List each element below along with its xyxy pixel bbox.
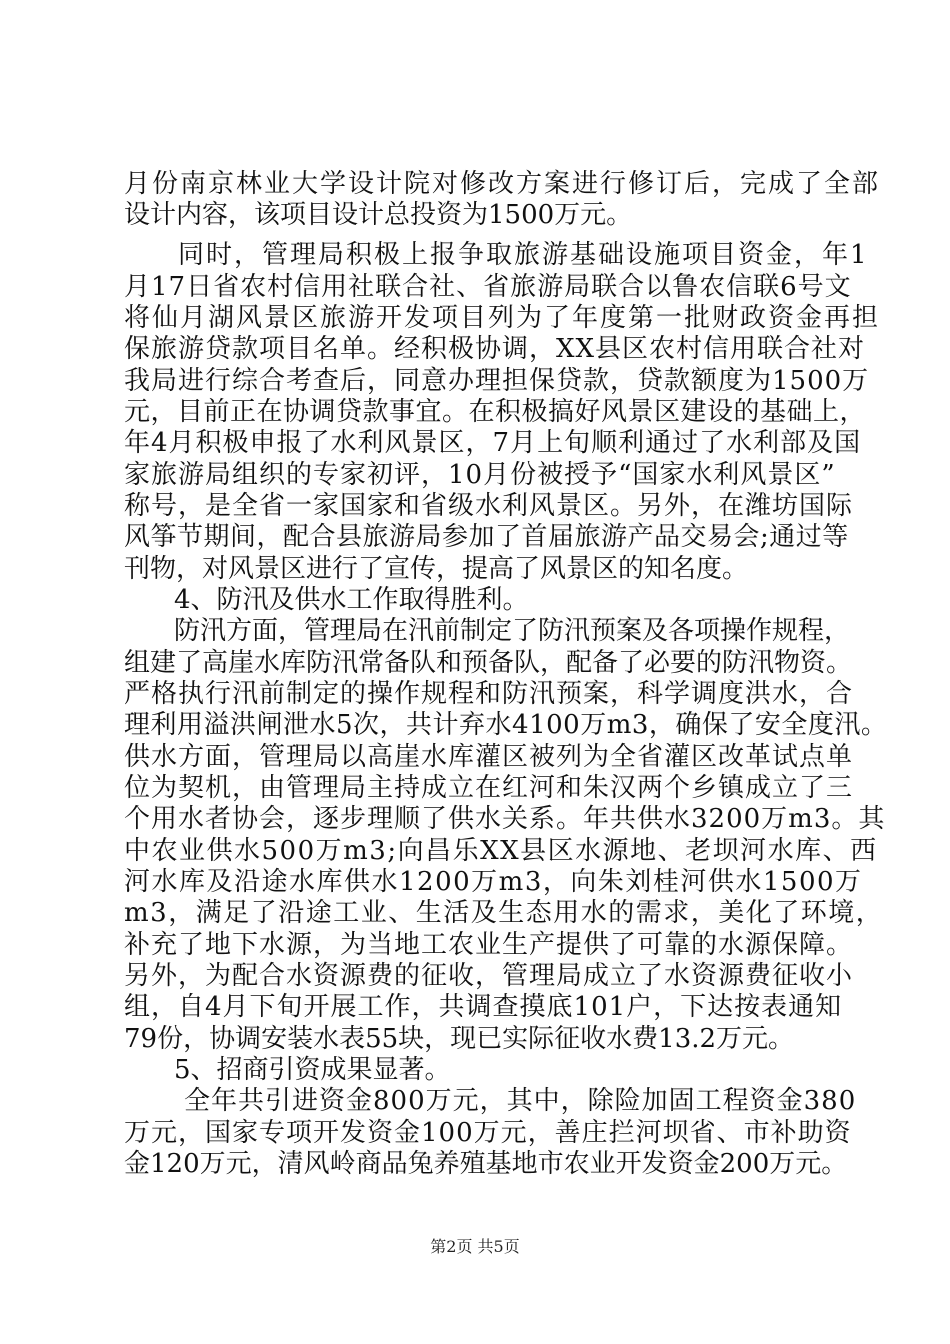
text-line: 组建了高崖水库防汛常备队和预备队，配备了必要的防汛物资。 [124, 648, 853, 678]
text-line: 个用水者协会，逐步理顺了供水关系。年共供水3200万m3。其 [124, 804, 886, 834]
text-line: 同时，管理局积极上报争取旅游基础设施项目资金，年1 [178, 240, 869, 270]
text-line: 全年共引进资金800万元，其中，除险加固工程资金380 [184, 1086, 857, 1116]
text-line: 将仙月湖风景区旅游开发项目列为了年度第一批财政资金再担 [124, 303, 881, 333]
text-line: 组，自4月下旬开展工作，共调查摸底101户，下达按表通知 [124, 992, 843, 1022]
text-line: 刊物，对风景区进行了宣传，提高了风景区的知名度。 [124, 554, 749, 584]
text-line: 月份南京林业大学设计院对修改方案进行修订后，完成了全部 [124, 169, 881, 199]
text-line: 年4月积极申报了水利风景区，7月上旬顺利通过了水利部及国 [124, 428, 862, 458]
text-line: 万元，国家专项开发资金100万元，善庄拦河坝省、市补助资 [124, 1118, 852, 1148]
text-line: 中农业供水500万m3;向昌乐XX县区水源地、老坝河水库、西 [124, 836, 878, 866]
text-line: 元，目前正在协调贷款事宜。在积极搞好风景区建设的基础上， [124, 397, 867, 427]
text-line: 我局进行综合考查后，同意办理担保贷款，贷款额度为1500万 [124, 366, 870, 396]
text-line: 河水库及沿途水库供水1200万m3，向朱刘桂河供水1500万 [124, 867, 863, 897]
text-line: 供水方面，管理局以高崖水库灌区被列为全省灌区改革试点单 [124, 742, 854, 772]
text-line: 金120万元，清风岭商品兔养殖基地市农业开发资金200万元。 [124, 1149, 848, 1179]
text-line: 另外，为配合水资源费的征收，管理局成立了水资源费征收小 [124, 961, 854, 991]
text-line: 称号，是全省一家国家和省级水利风景区。另外，在潍坊国际 [124, 491, 854, 521]
text-line: 风筝节期间，配合县旅游局参加了首届旅游产品交易会;通过等 [124, 522, 849, 552]
text-line: 设计内容，该项目设计总投资为1500万元。 [124, 200, 633, 230]
section-heading: 4、防汛及供水工作取得胜利。 [174, 585, 529, 615]
text-line: 家旅游局组织的专家初评，10月份被授予“国家水利风景区” [124, 460, 836, 490]
text-line: 补充了地下水源，为当地工农业生产提供了可靠的水源保障。 [124, 930, 854, 960]
page-number-footer: 第2页 共5页 [430, 1237, 520, 1256]
text-line: 保旅游贷款项目名单。经积极协调，XX县区农村信用联合社对 [124, 334, 866, 364]
text-line: 月17日省农村信用社联合社、省旅游局联合以鲁农信联6号文 [124, 272, 852, 302]
text-line: 位为契机，由管理局主持成立在红河和朱汉两个乡镇成立了三 [124, 773, 854, 803]
text-line: 79份，协调安装水表55块，现已实际征收水费13.2万元。 [124, 1024, 795, 1054]
section-heading: 5、招商引资成果显著。 [174, 1055, 451, 1085]
text-line: m3，满足了沿途工业、生活及生态用水的需求，美化了环境， [124, 898, 884, 928]
text-line: 防汛方面，管理局在汛前制定了防汛预案及各项操作规程， [174, 616, 851, 646]
text-line: 严格执行汛前制定的操作规程和防汛预案，科学调度洪水，合 [124, 679, 854, 709]
text-line: 理利用溢洪闸泄水5次，共计弃水4100万m3，确保了安全度汛。 [124, 710, 888, 740]
